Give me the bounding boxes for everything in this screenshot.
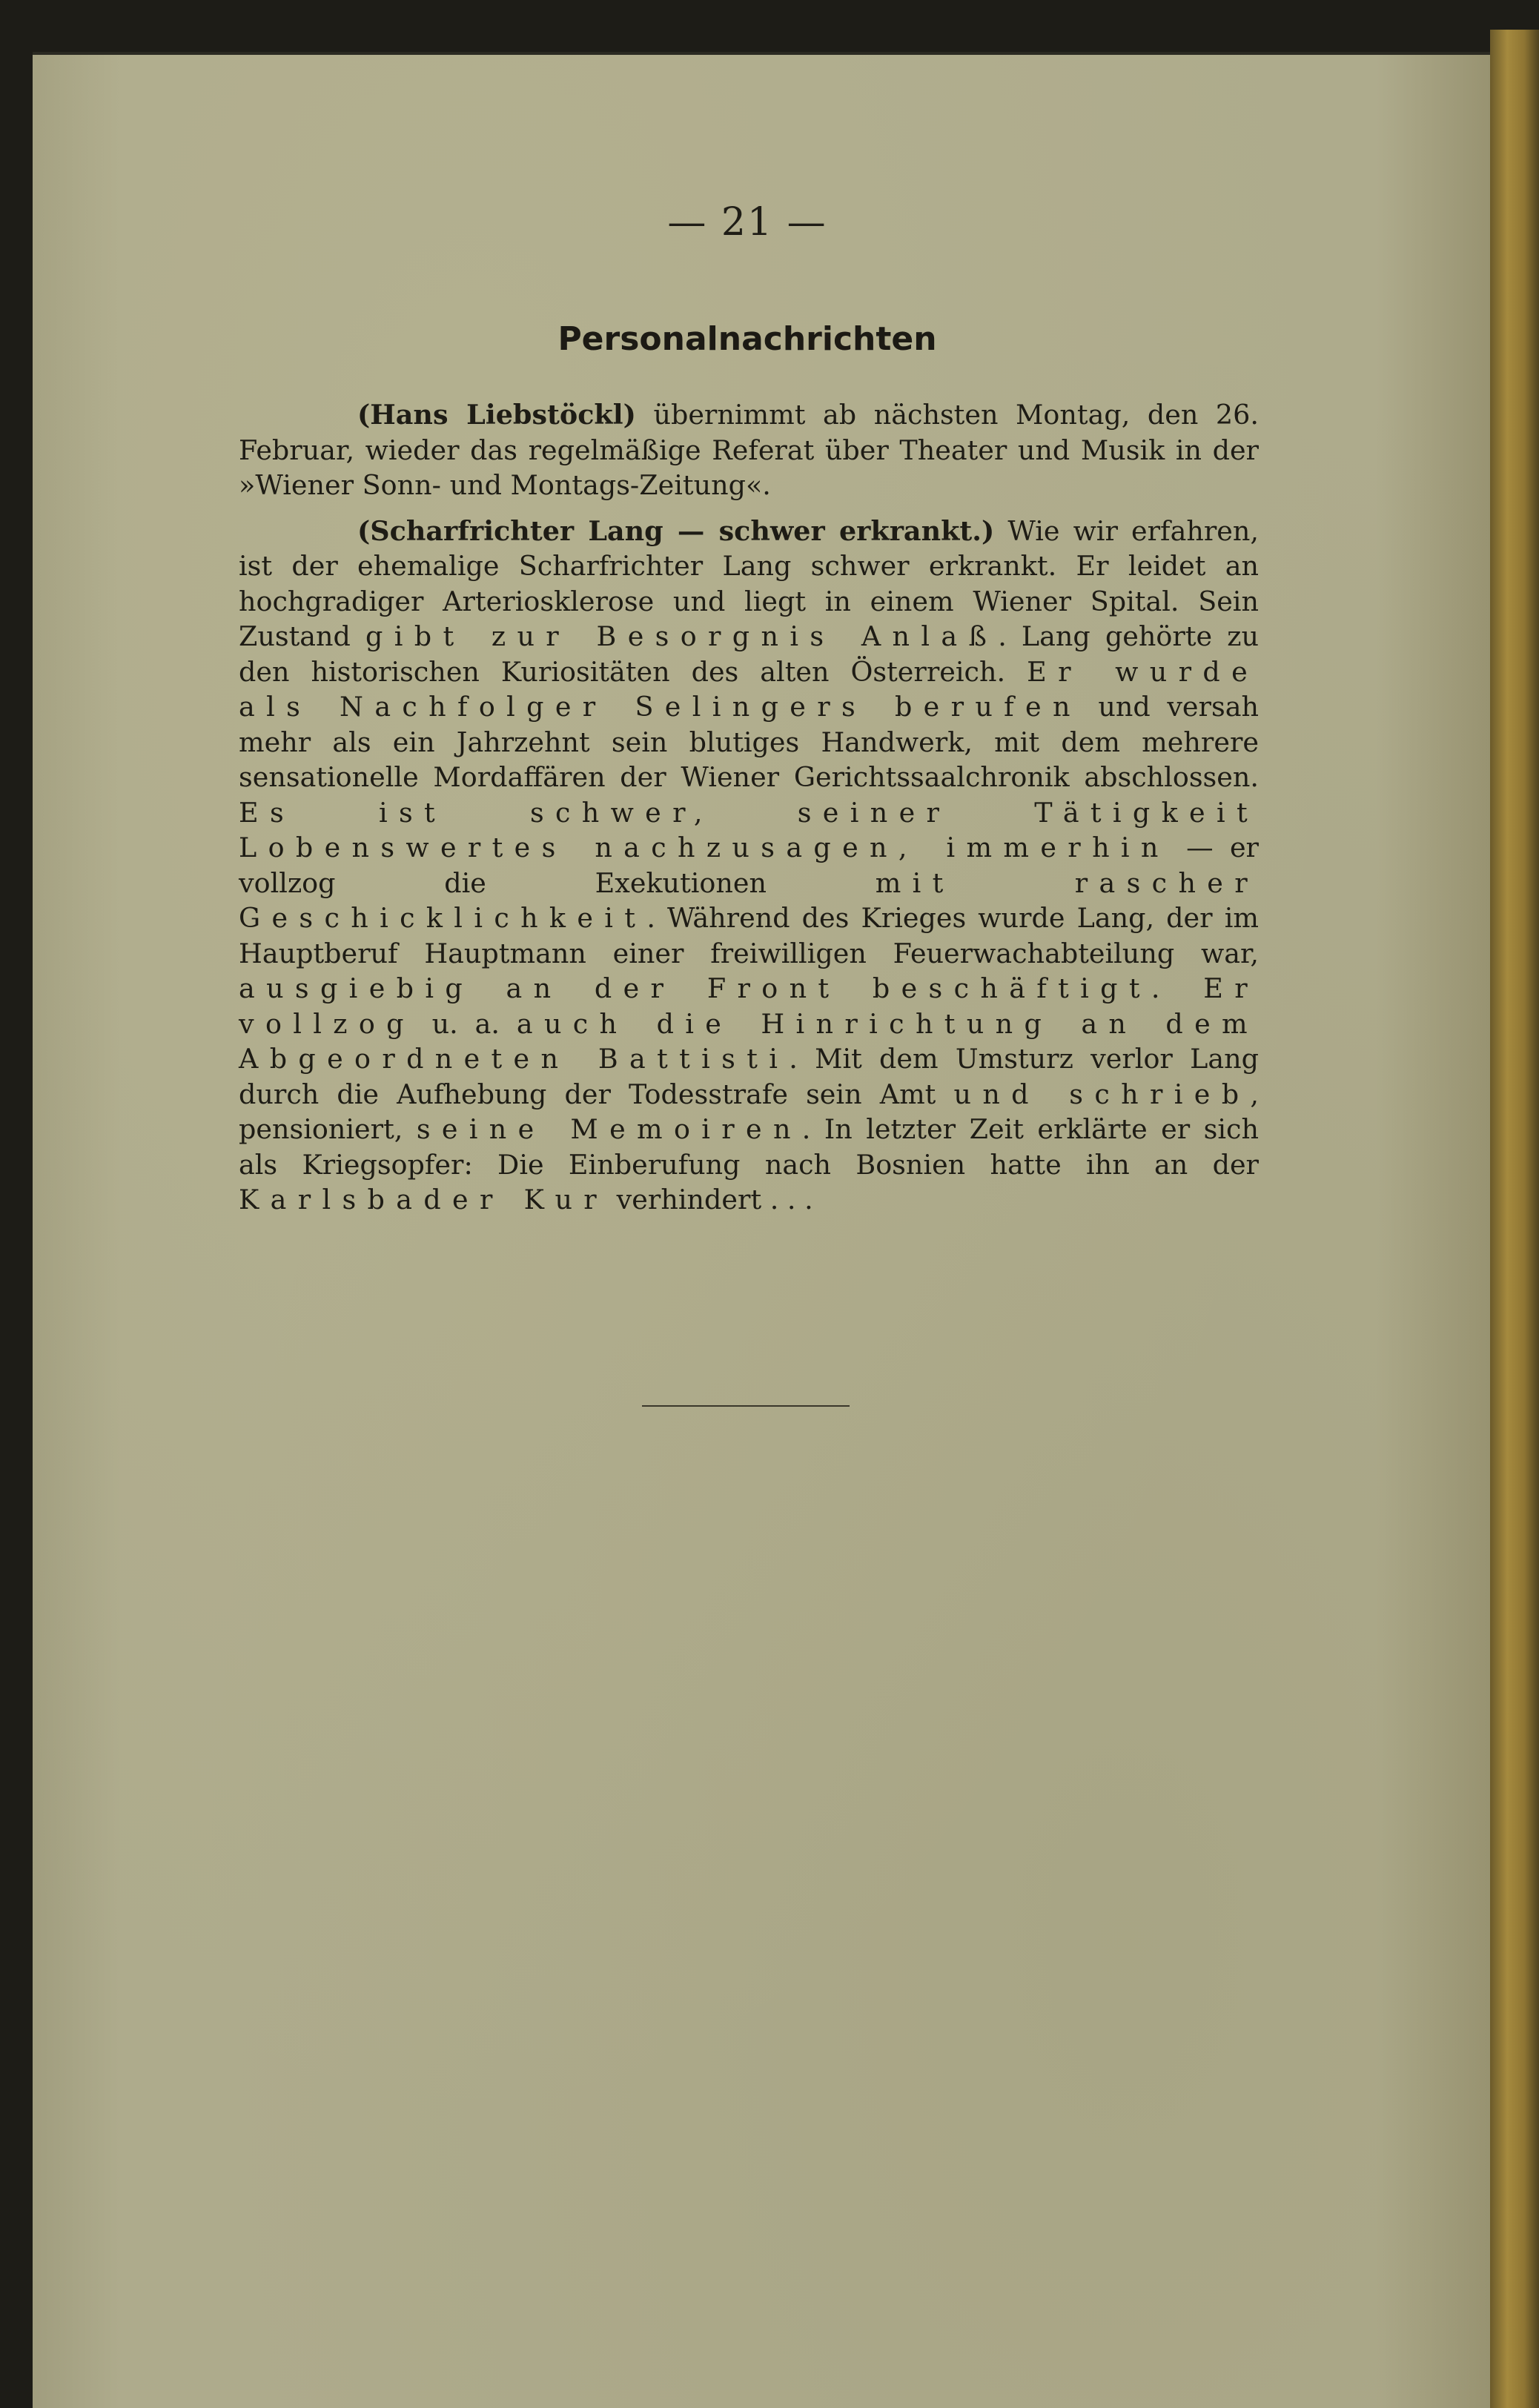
- spaced-emphasis: mit rascher Geschicklichkeit: [239, 866, 1259, 934]
- text-segment: übernimmt ab nächsten Montag, den 26. Februar, wieder das regelmäßige Referat über Theater und Musik in der »Wiener Sonn- und Montags-Zeitung«.: [239, 399, 1259, 501]
- text-segment: . Lang gehörte zu den historischen Kuriositäten des alten Österreich.: [239, 620, 1259, 688]
- text-segment: . Mit dem Umsturz verlor Lang durch die Aufhebung der Todesstrafe sein Amt: [239, 1043, 1259, 1110]
- spaced-emphasis: seine Memoiren: [416, 1113, 802, 1145]
- text-segment: — er vollzog die Exekutionen: [239, 832, 1259, 899]
- show-through-text-lower: [1056, 2049, 1285, 2086]
- spaced-emphasis: Karlsbader Kur: [239, 1184, 609, 1215]
- text-segment: verhindert . . .: [608, 1184, 813, 1215]
- spaced-emphasis: gibt zur Besorgnis Anlaß: [365, 620, 999, 652]
- spaced-emphasis: auch die Hinrichtung an dem Abgeordneten Battisti: [239, 1007, 1260, 1075]
- text-segment: und versah mehr als ein Jahrzehnt sein blutiges Handwerk, mit dem mehrere sensationelle Mordaffären der Wiener Gerichtssaalchronik abschlossen.: [239, 691, 1259, 793]
- spaced-emphasis: Es ist schwer, seiner Tätigkeit Lobenswertes nachzusagen, immerhin: [239, 796, 1259, 863]
- article-body: [239, 397, 1259, 1218]
- news-item-liebstoeckl: [239, 397, 1259, 503]
- closing-rule: [642, 1405, 850, 1407]
- page-number: — 21 —: [667, 200, 827, 245]
- text-segment: . In letzter Zeit erklärte er sich als Kriegsopfer: Die Einberufung nach Bosnien hatte ihn an der: [239, 1113, 1259, 1181]
- news-item-scharfrichter-lang: [239, 514, 1259, 1218]
- text-segment: , pensioniert,: [239, 1078, 1259, 1145]
- section-heading: Personalnachrichten: [557, 320, 937, 358]
- spaced-emphasis: ausgiebig an der Front beschäftigt. Er vollzog: [239, 972, 1259, 1040]
- spaced-emphasis: Er wurde als Nachfolger Selingers berufen: [239, 655, 1259, 723]
- text-segment: Wie wir erfahren, ist der ehemalige Scharfrichter Lang schwer erkrankt. Er leidet an hochgradiger Arteriosklerose und liegt in einem Wiener Spital. Sein Zustand: [239, 514, 1259, 652]
- show-through-text-upper: [1085, 1226, 1330, 1260]
- text-segment: (Scharfrichter Lang — schwer erkrankt.): [357, 514, 995, 547]
- text-segment: . Während des Krieges wurde Lang, der im Hauptberuf Hauptmann einer freiwilligen Feuerwachabteilung war,: [239, 902, 1259, 969]
- text-segment: u. a.: [414, 1007, 517, 1040]
- spaced-emphasis: und schrieb: [953, 1078, 1251, 1110]
- book-binding-edge: [1490, 30, 1539, 2408]
- text-segment: (Hans Liebstöckl): [357, 399, 636, 431]
